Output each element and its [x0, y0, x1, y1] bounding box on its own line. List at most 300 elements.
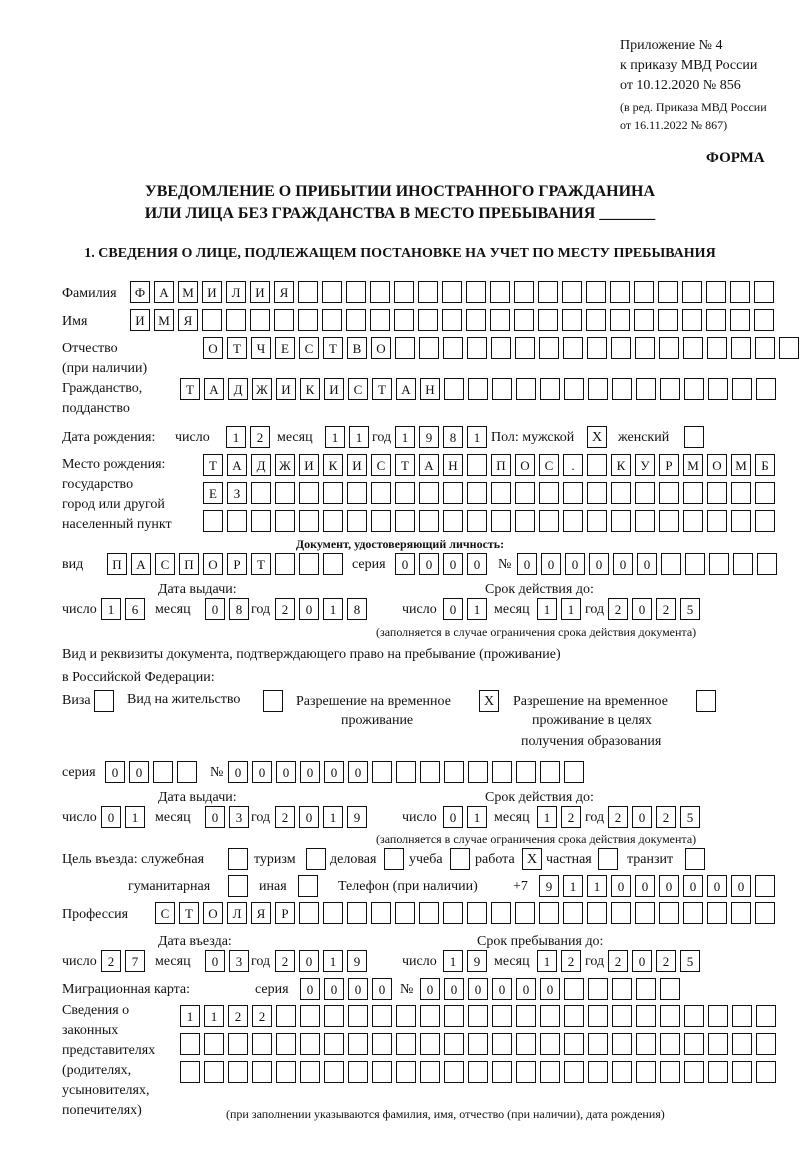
char-cell[interactable]: 2: [608, 598, 628, 620]
char-cell[interactable]: С: [155, 902, 175, 924]
char-cell[interactable]: [540, 378, 560, 400]
char-cell[interactable]: [420, 1005, 440, 1027]
char-cell[interactable]: И: [202, 281, 222, 303]
char-cell[interactable]: С: [348, 378, 368, 400]
char-cell[interactable]: [276, 1033, 296, 1055]
char-cell[interactable]: [612, 1005, 632, 1027]
char-cell[interactable]: 5: [680, 806, 700, 828]
char-cell[interactable]: [733, 553, 753, 575]
char-cell[interactable]: [250, 309, 270, 331]
char-cell[interactable]: [370, 281, 390, 303]
char-cell[interactable]: [348, 1005, 368, 1027]
char-cell[interactable]: [658, 309, 678, 331]
temp-residence-checkbox[interactable]: X: [479, 690, 499, 712]
char-cell[interactable]: У: [635, 454, 655, 476]
char-cell[interactable]: 0: [129, 761, 149, 783]
char-cell[interactable]: 0: [517, 553, 537, 575]
char-cell[interactable]: [564, 978, 584, 1000]
char-cell[interactable]: [636, 1005, 656, 1027]
char-cell[interactable]: [492, 1033, 512, 1055]
char-cell[interactable]: [635, 510, 655, 532]
char-cell[interactable]: [395, 510, 415, 532]
char-cell[interactable]: [756, 1061, 776, 1083]
char-cell[interactable]: [588, 978, 608, 1000]
char-cell[interactable]: 9: [467, 950, 487, 972]
char-cell[interactable]: 1: [563, 875, 583, 897]
char-cell[interactable]: [323, 553, 343, 575]
char-cell[interactable]: 1: [587, 875, 607, 897]
char-cell[interactable]: [418, 281, 438, 303]
char-cell[interactable]: 2: [656, 950, 676, 972]
char-cell[interactable]: [299, 553, 319, 575]
char-cell[interactable]: Л: [226, 281, 246, 303]
char-cell[interactable]: [467, 337, 487, 359]
char-cell[interactable]: [707, 510, 727, 532]
char-cell[interactable]: [587, 454, 607, 476]
char-cell[interactable]: [442, 281, 462, 303]
char-cell[interactable]: [300, 1061, 320, 1083]
char-cell[interactable]: [324, 1005, 344, 1027]
char-cell[interactable]: [611, 510, 631, 532]
char-cell[interactable]: [612, 1061, 632, 1083]
char-cell[interactable]: [444, 1033, 464, 1055]
char-cell[interactable]: [443, 510, 463, 532]
char-cell[interactable]: 8: [229, 598, 249, 620]
char-cell[interactable]: [420, 761, 440, 783]
char-cell[interactable]: 0: [419, 553, 439, 575]
char-cell[interactable]: Т: [323, 337, 343, 359]
char-cell[interactable]: [347, 902, 367, 924]
char-cell[interactable]: [515, 482, 535, 504]
char-cell[interactable]: С: [371, 454, 391, 476]
char-cell[interactable]: Н: [420, 378, 440, 400]
char-cell[interactable]: М: [178, 281, 198, 303]
char-cell[interactable]: [707, 337, 727, 359]
char-cell[interactable]: И: [347, 454, 367, 476]
char-cell[interactable]: 0: [443, 598, 463, 620]
char-cell[interactable]: [468, 378, 488, 400]
char-cell[interactable]: [755, 337, 775, 359]
char-cell[interactable]: И: [250, 281, 270, 303]
char-cell[interactable]: [467, 510, 487, 532]
char-cell[interactable]: 0: [105, 761, 125, 783]
char-cell[interactable]: [707, 902, 727, 924]
char-cell[interactable]: [275, 510, 295, 532]
char-cell[interactable]: К: [300, 378, 320, 400]
char-cell[interactable]: 0: [707, 875, 727, 897]
char-cell[interactable]: 6: [125, 598, 145, 620]
char-cell[interactable]: П: [179, 553, 199, 575]
char-cell[interactable]: [540, 1005, 560, 1027]
char-cell[interactable]: 0: [683, 875, 703, 897]
char-cell[interactable]: [346, 281, 366, 303]
char-cell[interactable]: [419, 337, 439, 359]
char-cell[interactable]: [298, 281, 318, 303]
char-cell[interactable]: 0: [541, 553, 561, 575]
char-cell[interactable]: [492, 378, 512, 400]
char-cell[interactable]: [708, 1005, 728, 1027]
char-cell[interactable]: .: [563, 454, 583, 476]
char-cell[interactable]: 0: [324, 978, 344, 1000]
sex-male-checkbox[interactable]: X: [587, 426, 607, 448]
char-cell[interactable]: [660, 1061, 680, 1083]
char-cell[interactable]: Л: [227, 902, 247, 924]
char-cell[interactable]: [228, 1033, 248, 1055]
char-cell[interactable]: 0: [492, 978, 512, 1000]
char-cell[interactable]: [563, 902, 583, 924]
char-cell[interactable]: [708, 378, 728, 400]
char-cell[interactable]: 0: [632, 598, 652, 620]
char-cell[interactable]: [636, 1061, 656, 1083]
char-cell[interactable]: Р: [659, 454, 679, 476]
char-cell[interactable]: [562, 281, 582, 303]
char-cell[interactable]: [731, 337, 751, 359]
char-cell[interactable]: Я: [274, 281, 294, 303]
char-cell[interactable]: [324, 1061, 344, 1083]
char-cell[interactable]: [298, 309, 318, 331]
char-cell[interactable]: [275, 482, 295, 504]
char-cell[interactable]: 2: [250, 426, 270, 448]
char-cell[interactable]: 0: [468, 978, 488, 1000]
char-cell[interactable]: А: [396, 378, 416, 400]
char-cell[interactable]: Ж: [275, 454, 295, 476]
char-cell[interactable]: [732, 1033, 752, 1055]
char-cell[interactable]: 0: [540, 978, 560, 1000]
char-cell[interactable]: [203, 510, 223, 532]
char-cell[interactable]: [708, 1033, 728, 1055]
char-cell[interactable]: 0: [300, 978, 320, 1000]
char-cell[interactable]: Т: [179, 902, 199, 924]
char-cell[interactable]: [324, 1033, 344, 1055]
char-cell[interactable]: Я: [251, 902, 271, 924]
char-cell[interactable]: Т: [372, 378, 392, 400]
char-cell[interactable]: 0: [324, 761, 344, 783]
char-cell[interactable]: [611, 902, 631, 924]
purpose-work-checkbox[interactable]: X: [522, 848, 542, 870]
char-cell[interactable]: [659, 902, 679, 924]
char-cell[interactable]: [755, 875, 775, 897]
char-cell[interactable]: [516, 1005, 536, 1027]
char-cell[interactable]: 0: [205, 598, 225, 620]
char-cell[interactable]: [299, 482, 319, 504]
char-cell[interactable]: 2: [275, 950, 295, 972]
char-cell[interactable]: [394, 309, 414, 331]
residence-permit-checkbox[interactable]: [263, 690, 283, 712]
char-cell[interactable]: [419, 482, 439, 504]
char-cell[interactable]: 2: [101, 950, 121, 972]
char-cell[interactable]: [539, 510, 559, 532]
char-cell[interactable]: Д: [228, 378, 248, 400]
char-cell[interactable]: 1: [226, 426, 246, 448]
char-cell[interactable]: [468, 1033, 488, 1055]
char-cell[interactable]: [419, 510, 439, 532]
char-cell[interactable]: [564, 1061, 584, 1083]
char-cell[interactable]: [588, 1061, 608, 1083]
char-cell[interactable]: [756, 1033, 776, 1055]
char-cell[interactable]: [540, 1061, 560, 1083]
char-cell[interactable]: 8: [347, 598, 367, 620]
char-cell[interactable]: 0: [276, 761, 296, 783]
char-cell[interactable]: 0: [420, 978, 440, 1000]
char-cell[interactable]: [227, 510, 247, 532]
char-cell[interactable]: Т: [180, 378, 200, 400]
char-cell[interactable]: [490, 281, 510, 303]
char-cell[interactable]: С: [539, 454, 559, 476]
char-cell[interactable]: [684, 1061, 704, 1083]
char-cell[interactable]: [491, 337, 511, 359]
char-cell[interactable]: 1: [101, 598, 121, 620]
char-cell[interactable]: [635, 902, 655, 924]
char-cell[interactable]: [635, 337, 655, 359]
char-cell[interactable]: Т: [251, 553, 271, 575]
char-cell[interactable]: 2: [561, 950, 581, 972]
char-cell[interactable]: Р: [275, 902, 295, 924]
char-cell[interactable]: 2: [252, 1005, 272, 1027]
char-cell[interactable]: 1: [323, 806, 343, 828]
char-cell[interactable]: [540, 1033, 560, 1055]
char-cell[interactable]: [587, 482, 607, 504]
char-cell[interactable]: Н: [443, 454, 463, 476]
purpose-humanitarian-checkbox[interactable]: [228, 875, 248, 897]
char-cell[interactable]: Ф: [130, 281, 150, 303]
char-cell[interactable]: 0: [613, 553, 633, 575]
char-cell[interactable]: А: [204, 378, 224, 400]
char-cell[interactable]: [226, 309, 246, 331]
char-cell[interactable]: П: [107, 553, 127, 575]
char-cell[interactable]: 5: [680, 598, 700, 620]
char-cell[interactable]: [515, 510, 535, 532]
char-cell[interactable]: 1: [325, 426, 345, 448]
char-cell[interactable]: К: [323, 454, 343, 476]
char-cell[interactable]: [611, 482, 631, 504]
char-cell[interactable]: [444, 1061, 464, 1083]
char-cell[interactable]: [420, 1061, 440, 1083]
char-cell[interactable]: [467, 902, 487, 924]
char-cell[interactable]: [372, 1005, 392, 1027]
char-cell[interactable]: А: [227, 454, 247, 476]
char-cell[interactable]: [516, 761, 536, 783]
char-cell[interactable]: З: [227, 482, 247, 504]
char-cell[interactable]: [299, 510, 319, 532]
char-cell[interactable]: Б: [755, 454, 775, 476]
char-cell[interactable]: [491, 902, 511, 924]
char-cell[interactable]: [443, 482, 463, 504]
char-cell[interactable]: [466, 309, 486, 331]
char-cell[interactable]: 3: [229, 950, 249, 972]
char-cell[interactable]: [395, 482, 415, 504]
purpose-study-checkbox[interactable]: [450, 848, 470, 870]
char-cell[interactable]: [660, 378, 680, 400]
char-cell[interactable]: [683, 337, 703, 359]
char-cell[interactable]: [396, 1033, 416, 1055]
char-cell[interactable]: [660, 1033, 680, 1055]
char-cell[interactable]: [300, 1005, 320, 1027]
char-cell[interactable]: [757, 553, 777, 575]
char-cell[interactable]: [322, 281, 342, 303]
char-cell[interactable]: О: [515, 454, 535, 476]
char-cell[interactable]: [275, 553, 295, 575]
char-cell[interactable]: [202, 309, 222, 331]
char-cell[interactable]: К: [611, 454, 631, 476]
char-cell[interactable]: [274, 309, 294, 331]
char-cell[interactable]: [323, 510, 343, 532]
char-cell[interactable]: [588, 1033, 608, 1055]
char-cell[interactable]: Я: [178, 309, 198, 331]
char-cell[interactable]: [587, 902, 607, 924]
char-cell[interactable]: [660, 1005, 680, 1027]
char-cell[interactable]: [514, 281, 534, 303]
char-cell[interactable]: [322, 309, 342, 331]
char-cell[interactable]: [540, 761, 560, 783]
char-cell[interactable]: [610, 309, 630, 331]
char-cell[interactable]: [732, 1061, 752, 1083]
char-cell[interactable]: [348, 1061, 368, 1083]
char-cell[interactable]: 2: [561, 806, 581, 828]
char-cell[interactable]: [539, 902, 559, 924]
char-cell[interactable]: 9: [539, 875, 559, 897]
char-cell[interactable]: [564, 1033, 584, 1055]
char-cell[interactable]: [706, 309, 726, 331]
char-cell[interactable]: 2: [656, 598, 676, 620]
char-cell[interactable]: О: [707, 454, 727, 476]
purpose-tourism-checkbox[interactable]: [306, 848, 326, 870]
char-cell[interactable]: [251, 482, 271, 504]
char-cell[interactable]: [564, 761, 584, 783]
char-cell[interactable]: [564, 1005, 584, 1027]
char-cell[interactable]: 2: [275, 806, 295, 828]
char-cell[interactable]: 1: [125, 806, 145, 828]
char-cell[interactable]: М: [683, 454, 703, 476]
char-cell[interactable]: 0: [101, 806, 121, 828]
char-cell[interactable]: [587, 337, 607, 359]
sex-female-checkbox[interactable]: [684, 426, 704, 448]
char-cell[interactable]: 1: [349, 426, 369, 448]
char-cell[interactable]: 0: [565, 553, 585, 575]
char-cell[interactable]: [395, 337, 415, 359]
purpose-private-checkbox[interactable]: [598, 848, 618, 870]
char-cell[interactable]: 1: [323, 598, 343, 620]
char-cell[interactable]: А: [131, 553, 151, 575]
char-cell[interactable]: 0: [205, 950, 225, 972]
char-cell[interactable]: 5: [680, 950, 700, 972]
char-cell[interactable]: [659, 337, 679, 359]
char-cell[interactable]: [515, 337, 535, 359]
edu-residence-checkbox[interactable]: [696, 690, 716, 712]
char-cell[interactable]: [467, 482, 487, 504]
char-cell[interactable]: А: [419, 454, 439, 476]
char-cell[interactable]: 0: [299, 950, 319, 972]
char-cell[interactable]: 0: [443, 806, 463, 828]
char-cell[interactable]: 0: [348, 978, 368, 1000]
char-cell[interactable]: [563, 510, 583, 532]
char-cell[interactable]: [682, 309, 702, 331]
char-cell[interactable]: 0: [372, 978, 392, 1000]
char-cell[interactable]: [372, 761, 392, 783]
char-cell[interactable]: И: [324, 378, 344, 400]
char-cell[interactable]: [347, 482, 367, 504]
char-cell[interactable]: [443, 337, 463, 359]
char-cell[interactable]: 0: [252, 761, 272, 783]
char-cell[interactable]: 1: [537, 950, 557, 972]
char-cell[interactable]: 0: [443, 553, 463, 575]
char-cell[interactable]: Ж: [252, 378, 272, 400]
char-cell[interactable]: 2: [608, 950, 628, 972]
char-cell[interactable]: Д: [251, 454, 271, 476]
char-cell[interactable]: [660, 978, 680, 1000]
char-cell[interactable]: [563, 337, 583, 359]
char-cell[interactable]: [204, 1061, 224, 1083]
char-cell[interactable]: [396, 1005, 416, 1027]
char-cell[interactable]: [204, 1033, 224, 1055]
char-cell[interactable]: [276, 1061, 296, 1083]
char-cell[interactable]: [659, 510, 679, 532]
char-cell[interactable]: [515, 902, 535, 924]
char-cell[interactable]: Е: [203, 482, 223, 504]
char-cell[interactable]: [276, 1005, 296, 1027]
char-cell[interactable]: [634, 309, 654, 331]
char-cell[interactable]: [635, 482, 655, 504]
char-cell[interactable]: [468, 761, 488, 783]
char-cell[interactable]: [730, 309, 750, 331]
purpose-other-checkbox[interactable]: [298, 875, 318, 897]
char-cell[interactable]: [323, 482, 343, 504]
char-cell[interactable]: 1: [561, 598, 581, 620]
char-cell[interactable]: М: [154, 309, 174, 331]
char-cell[interactable]: И: [299, 454, 319, 476]
char-cell[interactable]: [492, 761, 512, 783]
char-cell[interactable]: Р: [227, 553, 247, 575]
char-cell[interactable]: 2: [275, 598, 295, 620]
char-cell[interactable]: Т: [203, 454, 223, 476]
char-cell[interactable]: [492, 1005, 512, 1027]
char-cell[interactable]: [538, 309, 558, 331]
char-cell[interactable]: [611, 337, 631, 359]
char-cell[interactable]: [610, 281, 630, 303]
char-cell[interactable]: С: [299, 337, 319, 359]
char-cell[interactable]: 1: [204, 1005, 224, 1027]
char-cell[interactable]: [538, 281, 558, 303]
char-cell[interactable]: [730, 281, 750, 303]
char-cell[interactable]: [516, 1033, 536, 1055]
char-cell[interactable]: [612, 1033, 632, 1055]
char-cell[interactable]: [514, 309, 534, 331]
char-cell[interactable]: [564, 378, 584, 400]
char-cell[interactable]: 1: [180, 1005, 200, 1027]
char-cell[interactable]: 2: [228, 1005, 248, 1027]
char-cell[interactable]: [636, 378, 656, 400]
char-cell[interactable]: 0: [632, 806, 652, 828]
char-cell[interactable]: И: [276, 378, 296, 400]
char-cell[interactable]: 8: [443, 426, 463, 448]
char-cell[interactable]: [347, 510, 367, 532]
char-cell[interactable]: [443, 902, 463, 924]
char-cell[interactable]: 3: [229, 806, 249, 828]
char-cell[interactable]: [756, 1005, 776, 1027]
char-cell[interactable]: 0: [659, 875, 679, 897]
char-cell[interactable]: И: [130, 309, 150, 331]
char-cell[interactable]: [685, 553, 705, 575]
char-cell[interactable]: [300, 1033, 320, 1055]
char-cell[interactable]: 0: [299, 806, 319, 828]
char-cell[interactable]: О: [371, 337, 391, 359]
char-cell[interactable]: [442, 309, 462, 331]
char-cell[interactable]: [418, 309, 438, 331]
char-cell[interactable]: [684, 1033, 704, 1055]
char-cell[interactable]: 9: [347, 950, 367, 972]
char-cell[interactable]: О: [203, 337, 223, 359]
char-cell[interactable]: 0: [516, 978, 536, 1000]
char-cell[interactable]: О: [203, 902, 223, 924]
